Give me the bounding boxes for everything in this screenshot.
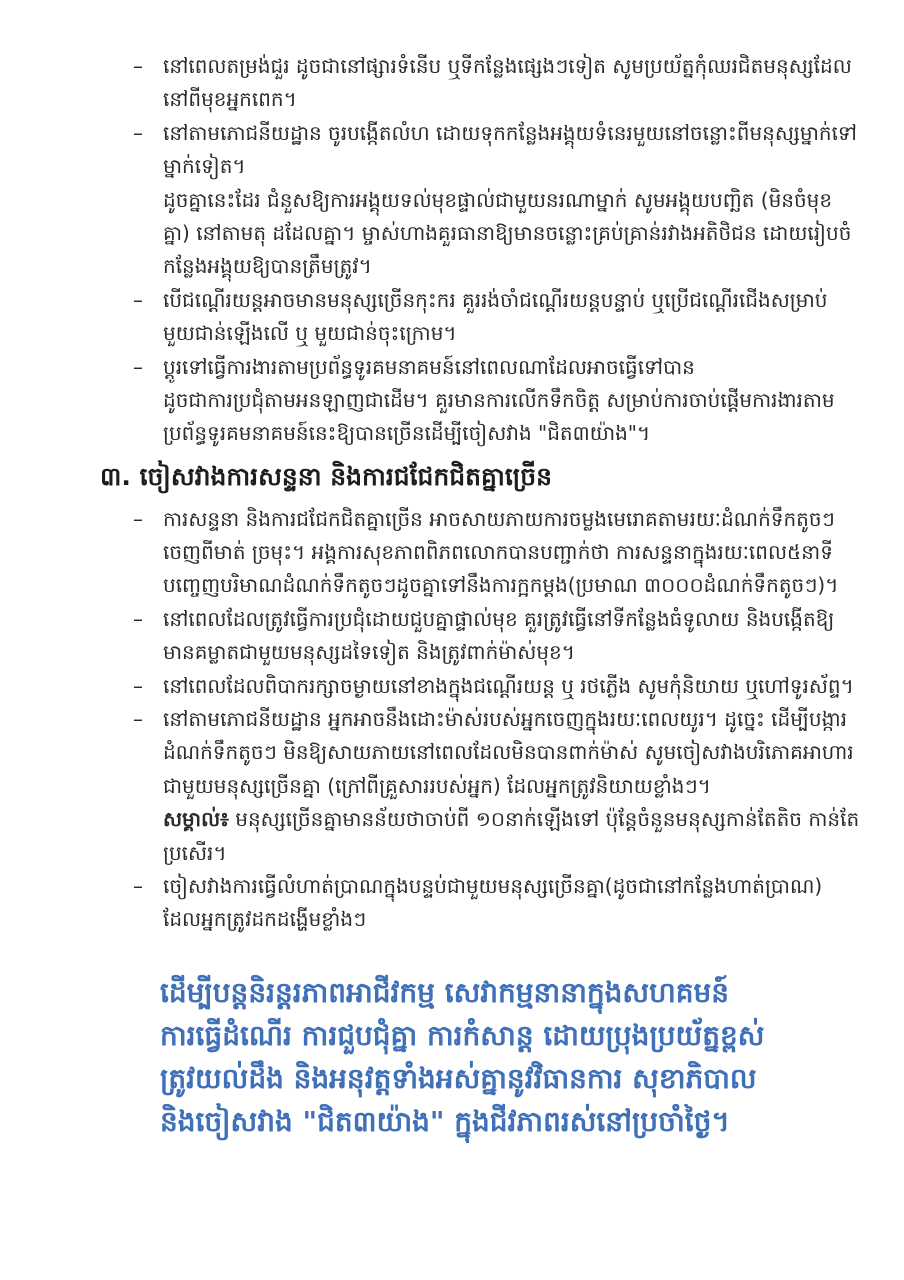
text-line bbox=[0, 184, 904, 217]
bullet-line bbox=[0, 351, 904, 384]
bullet-text: ដូចគ្នានេះដែរ ជំនួសឱ្យការអង្គុយទល់មុខផ្ទាល់ជាមួយនរណាម្នាក់ សូមអង្គុយបញ្ឆិត (មិនចំមុខ bbox=[163, 187, 833, 212]
callout-line: ការធ្វើដំណើរ ការជួបជុំគ្នា ការកំសាន្ត ដោយប្រុងប្រយ័ត្នខ្ពស់ bbox=[160, 1018, 765, 1052]
dash-bullet: – bbox=[133, 354, 143, 379]
bullet-text: នៅពេលតម្រង់ជួរ ដូចជានៅផ្សារទំនើប ឬទីកន្លែងផ្សេងៗទៀត សូមប្រយ័ត្នកុំឈរជិតមនុស្សដែល bbox=[163, 54, 852, 78]
page-content bbox=[0, 50, 904, 1143]
note-label: សម្គាល់៖ bbox=[163, 807, 229, 832]
bullet-text: ការសន្ទនា និងការជជែកជិតគ្នាច្រើន អាចសាយភាយការចម្លងមេរោគតាមរយៈដំណក់ទឹកតូចៗ bbox=[163, 506, 835, 531]
callout-line: ត្រូវយល់ដឹង និងអនុវត្តទាំងអស់គ្នានូវវិធានការ សុខាភិបាល bbox=[160, 1061, 757, 1095]
text-line bbox=[0, 384, 904, 417]
bullet-text: មួយជាន់ឡើងលើ ឬ មួយជាន់ចុះក្រោម។ bbox=[163, 321, 457, 346]
bullet-text: ចៀសវាងការធ្វើលំហាត់ប្រាណក្នុងបន្ទប់ជាមួយមនុស្សច្រើនគ្នា(ដូចជានៅកន្លែងហាត់ប្រាណ) bbox=[163, 873, 823, 898]
dash-bullet: – bbox=[133, 287, 143, 312]
note-line bbox=[0, 837, 904, 870]
footer-callout bbox=[0, 971, 904, 1143]
bullet-line bbox=[0, 703, 904, 736]
bullet-line bbox=[0, 670, 904, 703]
bullet-text: មានគម្លាតជាមួយមនុស្សដទៃទៀត និងត្រូវពាក់ម៉ាស់មុខ។ bbox=[163, 640, 575, 665]
bullet-text: ប្រព័ន្ធទូរគមនាគមន៍នេះឱ្យបានច្រើនដើម្បីចៀសវាង "ជិត៣យ៉ាង"។ bbox=[163, 421, 651, 446]
bullet-text: បើជណ្ដើរយន្តអាចមានមនុស្សច្រើនកុះករ គួររង់ចាំជណ្ដើរយន្តបន្ទាប់ ឬប្រើជណ្ដើរជើងសម្រាប់ bbox=[163, 287, 828, 312]
dash-bullet: – bbox=[133, 673, 143, 698]
bullet-line bbox=[0, 284, 904, 317]
text-line bbox=[0, 770, 904, 803]
bullet-text: កន្លែងអង្គុយឱ្យបានត្រឹមត្រូវ។ bbox=[163, 254, 372, 279]
text-line bbox=[0, 150, 904, 183]
bullet-text: ប្ដូរទៅធ្វើការងារតាមប្រព័ន្ធទូរគមនាគមន៍នៅពេលណាដែលអាចធ្វើទៅបាន bbox=[163, 354, 695, 379]
bullet-text: គ្នា) នៅតាមតុ ដដែលគ្នា។ ម្ចាស់ហាងគួរធានាឱ្យមានចន្លោះគ្រប់គ្រាន់រវាងអតិថិជន ដោយរៀបចំ bbox=[163, 220, 852, 245]
bullet-text: នៅពេលដែលត្រូវធ្វើការប្រជុំដោយជួបគ្នាផ្ទាល់មុខ គួរត្រូវធ្វើនៅទីកន្លែងធំទូលាយ និងបង្កើតឱ្យ bbox=[163, 606, 835, 631]
note-text: មនុស្សច្រើនគ្នាមានន័យថាចាប់ពី ១០នាក់ឡើងទៅ ប៉ុន្តែចំនួនមនុស្សកាន់តែតិច កាន់តែ bbox=[228, 807, 860, 832]
bullet-line bbox=[0, 870, 904, 903]
text-line bbox=[0, 83, 904, 116]
dash-bullet: – bbox=[133, 873, 143, 898]
text-line bbox=[0, 903, 904, 936]
bullet-line bbox=[0, 117, 904, 150]
bullet-text: ដែលអ្នកត្រូវដកដង្ហើមខ្លាំងៗ bbox=[163, 907, 367, 932]
note-line bbox=[0, 803, 904, 836]
bullet-text: ដំណក់ទឹកតូចៗ មិនឱ្យសាយភាយនៅពេលដែលមិនបានពាក់ម៉ាស់ សូមចៀសវាងបរិភោគអាហារ bbox=[163, 740, 854, 765]
callout-line: និងចៀសវាង "ជិត៣យ៉ាង" ក្នុងជីវភាពរស់នៅប្រចាំថ្ងៃ។ bbox=[160, 1104, 730, 1138]
text-line bbox=[0, 250, 904, 283]
dash-bullet: – bbox=[133, 606, 143, 631]
bullet-text: នៅតាមភោជនីយដ្ឋាន ចូរបង្កើតលំហ ដោយទុកកន្លែងអង្គុយទំនេរមួយនៅចន្លោះពីមនុស្សម្នាក់ទៅ bbox=[163, 120, 857, 145]
dash-bullet: – bbox=[133, 54, 143, 78]
bullet-text: បញ្ចេញបរិមាណដំណក់ទឹកតូចៗដូចគ្នាទៅនឹងការក្អកម្ដង(ប្រមាណ ៣០០០ដំណក់ទឹកតូចៗ)។ bbox=[163, 573, 839, 598]
bullet-text: ជាមួយមនុស្សច្រើនគ្នា (ក្រៅពីគ្រួសាររបស់អ្នក) ដែលអ្នកត្រូវនិយាយខ្លាំងៗ។ bbox=[163, 773, 711, 798]
bullet-text: នៅតាមភោជនីយដ្ឋាន អ្នកអាចនឹងដោះម៉ាស់របស់អ្នកចេញក្នុងរយៈពេលយូរ។ ដូច្នេះ ដើម្បីបង្ការ bbox=[163, 707, 847, 732]
bullet-line bbox=[0, 603, 904, 636]
bullet-line bbox=[0, 50, 904, 83]
text-line bbox=[0, 417, 904, 450]
note-text: ប្រសើរ។ bbox=[163, 840, 227, 865]
bullet-line bbox=[0, 503, 904, 536]
text-line bbox=[0, 569, 904, 602]
bullet-text: នៅពីមុខអ្នកពេក។ bbox=[163, 87, 297, 112]
text-line bbox=[0, 536, 904, 569]
bullet-text: ចេញពីមាត់ ច្រមុះ។ អង្គការសុខភាពពិភពលោកបានបញ្ជាក់ថា ការសន្ទនាក្នុងរយៈពេល៥នាទី bbox=[163, 540, 833, 565]
dash-bullet: – bbox=[133, 506, 143, 531]
text-line bbox=[0, 217, 904, 250]
text-line bbox=[0, 317, 904, 350]
bullet-text: ម្នាក់ទៀត។ bbox=[163, 154, 246, 179]
text-line bbox=[0, 736, 904, 769]
dash-bullet: – bbox=[133, 120, 143, 145]
bullet-text: នៅពេលដែលពិបាករក្សាចម្ងាយនៅខាងក្នុងជណ្ដើរយន្ត ឬ រថភ្លើង សូមកុំនិយាយ ឬហៅទូរស័ព្ទ។ bbox=[163, 673, 854, 698]
section-heading: ៣. ចៀសវាងការសន្ទនា និងការជជែកជិតគ្នាច្រើន bbox=[100, 461, 552, 491]
callout-line: ដើម្បីបន្តនិរន្តរភាពអាជីវកម្ម សេវាកម្មនានាក្នុងសហគមន៍ bbox=[160, 975, 730, 1009]
text-line bbox=[0, 636, 904, 669]
bullet-text: ដូចជាការប្រជុំតាមអនឡាញជាដើម។ គួរមានការលើកទឹកចិត្ត សម្រាប់ការចាប់ផ្ដើមការងារតាម bbox=[163, 387, 835, 412]
dash-bullet: – bbox=[133, 707, 143, 732]
